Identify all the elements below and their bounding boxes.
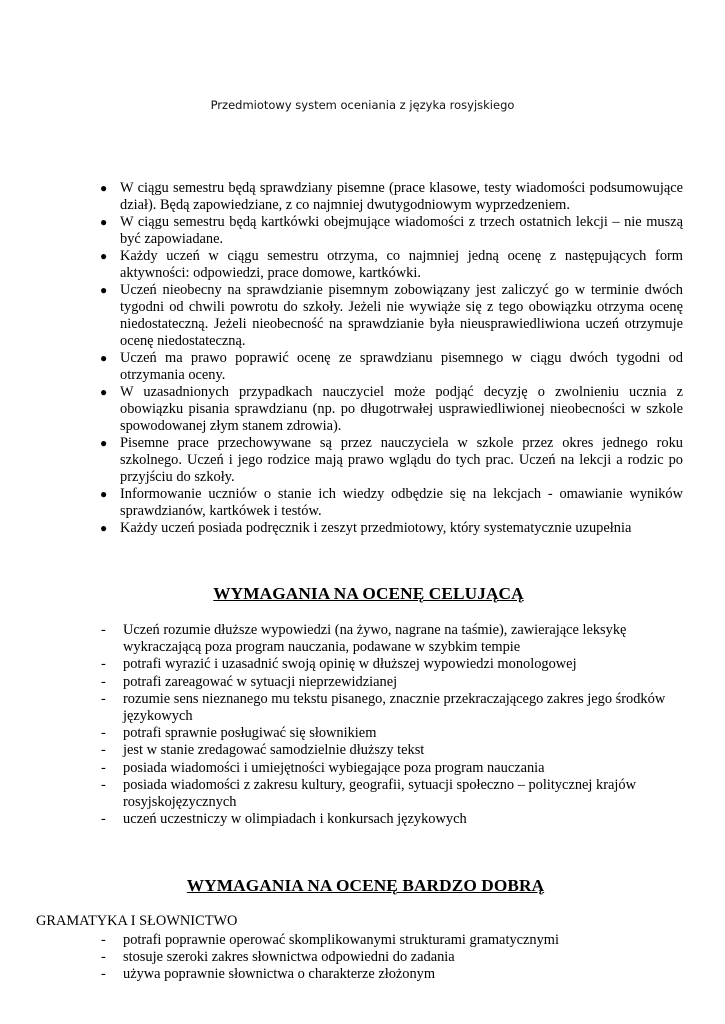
requirement-text: potrafi poprawnie operować skomplikowanymi strukturami gramatycznymi [123,932,559,948]
requirement-text: posiada wiadomości i umiejętności wybiegające poza program nauczania [123,759,545,776]
list-item [99,435,683,486]
list-item [99,486,683,520]
dash-marker: - [101,759,106,776]
requirement-text: używa poprawnie słownictwa o charakterze złożonym [123,966,436,983]
list-item [101,742,681,759]
dash-marker: - [101,673,106,690]
requirement-text: jest w stanie zredagować samodzielnie dłuższy tekst [123,742,425,759]
list-item [99,350,683,384]
list-item [101,932,681,949]
requirement-text: rozumie sens nieznanego mu tekstu pisanego, znacznie przekraczającego zakres jego środków językowych [123,690,666,725]
rule-text: Każdy uczeń posiada podręcznik i zeszyt przedmiotowy, który systematycznie uzupełnia [120,520,632,536]
dash-marker: - [101,932,106,948]
requirement-text: uczeń uczestniczy w olimpiadach i konkursach językowych [123,811,467,828]
rule-text: Pisemne prace przechowywane są przez nauczyciela w szkole przez okres jednego roku szkolnego. Uczeń i jego rodzice mają prawo wglądu do tych prac. Uczeń na lekcji a rodzic po przyjściu do szkoły. [120,435,683,485]
dash-marker: - [101,811,106,828]
requirement-text: potrafi zareagować w sytuacji nieprzewidzianej [123,673,398,690]
requirements-list-celujaca [101,622,681,828]
bullet-icon: ● [100,487,108,501]
list-item [99,384,683,435]
rule-text: W ciągu semestru będą kartkówki obejmujące wiadomości z trzech ostatnich lekcji – nie muszą być zapowiadane. [120,214,683,247]
list-item [101,811,681,828]
bullet-icon: ● [100,351,108,365]
rule-text: Każdy uczeń w ciągu semestru otrzyma, co najmniej jedną ocenę z następujących form aktywności: odpowiedzi, prace domowe, kartkówki. [120,248,683,281]
list-item [101,966,681,983]
grading-rules-list [99,180,683,537]
rule-text: Informowanie uczniów o stanie ich wiedzy odbędzie się na lekcjach - omawianie wyników sprawdzianów, kartkówek i testów. [120,486,683,519]
list-item [101,949,681,966]
subsection-heading-gramatyka: GRAMATYKA I SŁOWNICTWO [36,913,238,929]
list-item [101,622,681,656]
list-item [99,282,683,350]
bullet-icon: ● [100,436,108,450]
bullet-icon: ● [100,283,108,297]
bullet-icon: ● [100,215,108,229]
rule-text: W uzasadnionych przypadkach nauczyciel może podjąć decyzję o zwolnieniu ucznia z obowiązku pisania sprawdzianu (np. po długotrwałej usprawiedliwionej nieobecności w szkole spowodowanej złym stanem zdrowia). [120,384,683,434]
dash-marker: - [101,690,106,707]
requirement-text: potrafi wyrazić i uzasadnić swoją opinię w dłuższej wypowiedzi monologowej [123,656,577,673]
rule-text: W ciągu semestru będą sprawdziany pisemne (prace klasowe, testy wiadomości podsumowujące dział). Będą zapowiedziane, z co najmniej dwutygodniowym wyprzedzeniem. [120,180,683,213]
rule-text: Uczeń ma prawo poprawić ocenę ze sprawdzianu pisemnego w ciągu dwóch tygodni od otrzymania oceny. [120,350,683,383]
list-item [99,180,683,214]
requirement-text: potrafi sprawnie posługiwać się słownikiem [123,725,377,742]
list-item [99,520,683,537]
list-item [101,656,681,673]
dash-marker: - [101,949,106,966]
section-heading-celujaca: WYMAGANIA NA OCENĘ CELUJĄCĄ [213,584,524,603]
dash-marker: - [101,776,106,793]
list-item [101,725,681,742]
dash-marker: - [101,966,106,983]
list-item [101,760,681,777]
list-item [99,214,683,248]
document-title: Przedmiotowy system oceniania z języka rosyjskiego [210,98,515,112]
dash-marker: - [101,742,106,759]
dash-marker: - [101,622,106,638]
dash-marker: - [101,725,106,742]
bullet-icon: ● [100,521,108,535]
list-item [101,674,681,691]
requirement-text: posiada wiadomości z zakresu kultury, geografii, sytuacji społeczno – politycznej krajów rosyjskojęzycznych [123,776,636,811]
requirement-text: stosuje szeroki zakres słownictwa odpowiedni do zadania [123,949,455,966]
rule-text: Uczeń nieobecny na sprawdzianie pisemnym zobowiązany jest zaliczyć go w terminie dwóch tygodni od chwili powrotu do szkoły. Jeżeli nie wywiąże się z tego obowiązku otrzyma ocenę niedostateczną. Jeżeli nieobecność na sprawdzianie była nieusprawiedliwiona uczeń otrzymuje ocenę niedostateczną. [120,282,683,349]
list-item [99,248,683,282]
bullet-icon: ● [100,249,108,263]
requirements-list-bardzo-dobra [101,932,681,984]
requirement-text: Uczeń rozumie dłuższe wypowiedzi (na żywo, nagrane na taśmie), zawierające leksykę wykraczającą poza program nauczania, podawane w szybkim tempie [123,622,627,656]
section-heading-bardzo-dobra: WYMAGANIA NA OCENĘ BARDZO DOBRĄ [186,876,545,895]
list-item [101,691,681,725]
dash-marker: - [101,656,106,673]
bullet-icon: ● [100,385,108,399]
bullet-icon: ● [100,181,108,195]
list-item [101,777,681,811]
